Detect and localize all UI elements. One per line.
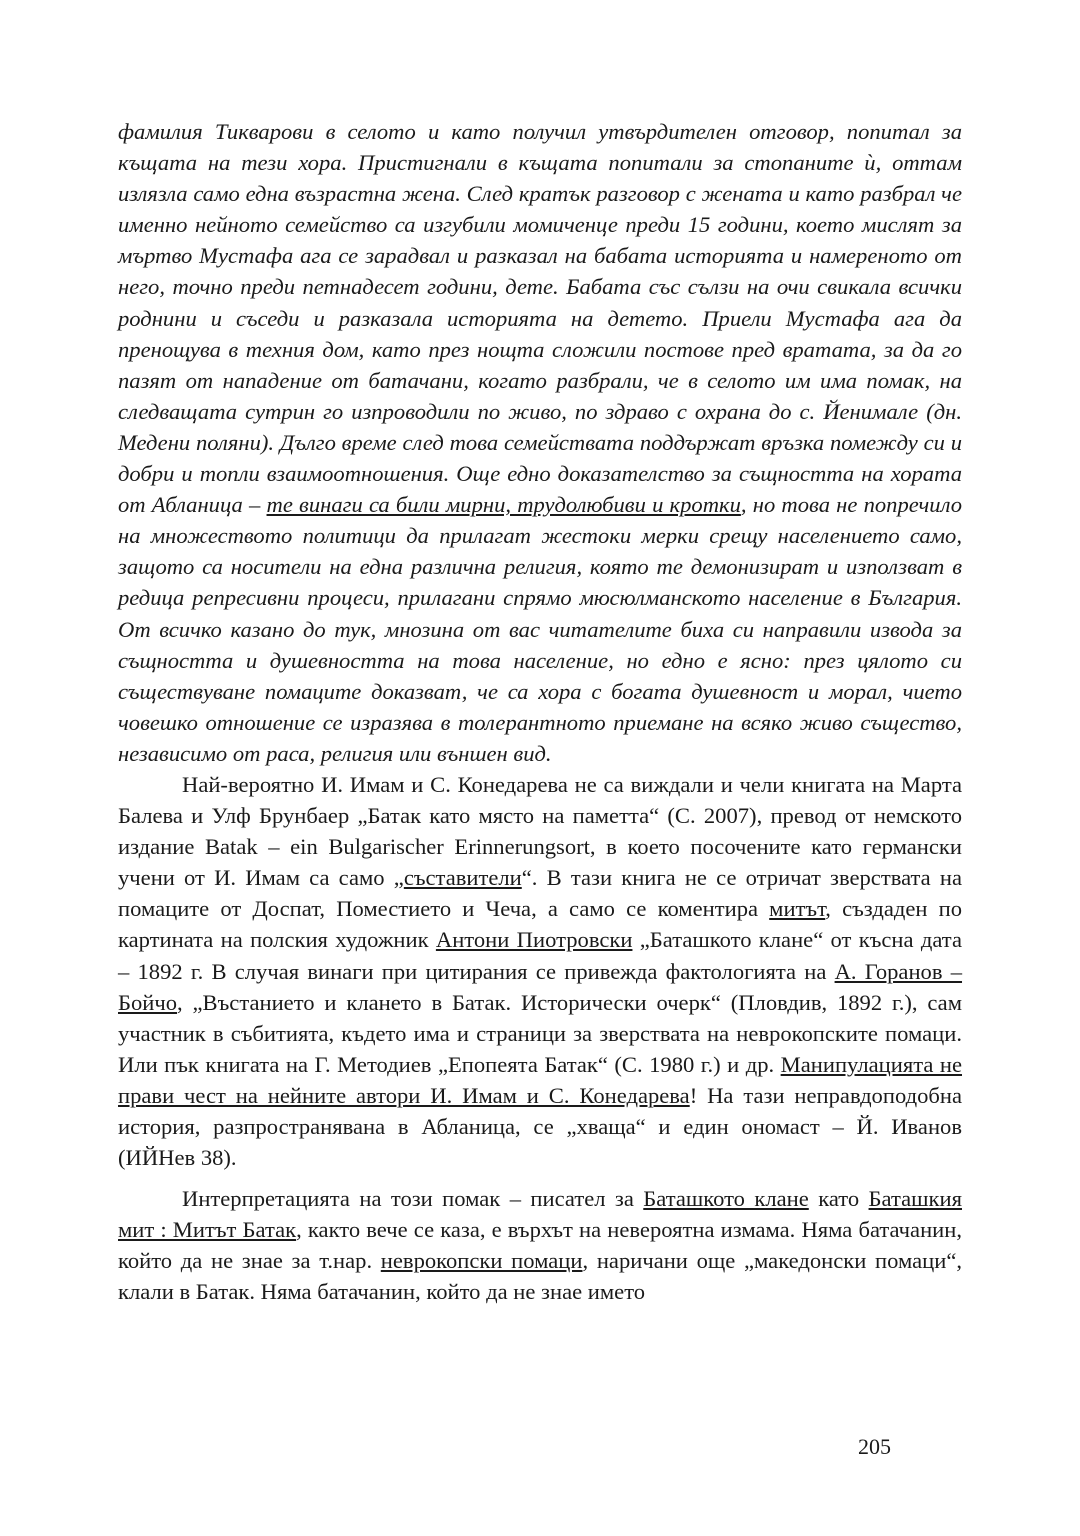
quote-text-part-1: фамилия Тикварови в селото и като получил утвърдителен отговор, попитал за къщата на тези хора. Пристигнали в къщата попитали за стопаните ѝ, оттам излязла само една възрастна жена. След кратък разговор с жената и като разбрал че именно нейното семейство са изгубили момиченце преди 15 години, което мислят за мъртво Мустафа ага се зарадвал и разказал на бабата историята и намереното от него, точно преди петнадесет години, дете. Бабата със сълзи на очи свикала всички роднини и съседи и разказала историята на детето. Приели Мустафа ага да пренощува в техния дом, като през нощта сложили постове пред вратата, за да го пазят от нападение от батачани, когато разбрали, че в селото им има помак, на следващата сутрин го изпроводили по живо, по здраво с охрана до с. Йенимале (дн. Медени поляни). Дълго време след това семействата поддържат връзка помежду си и добри и топли взаимоотношения. Още едно доказателство за същността на хората от Абланица – [118, 119, 962, 518]
p2-text-2: като [808, 1186, 869, 1212]
p1-text-1: Най-вероятно И. Имам и С. Конедарева не са виждали и чели книгата на Марта Балева и Улф Брунбаер „Батак като място на паметта“ (С. 2007), превод от немското издание Batak – ein Bulgarischer Erinnerungsort, в което посочените като германски учени от И. Имам са само „ [118, 771, 962, 891]
quote-text-part-2: , но това не попречило на множеството политици да прилагат жестоки мерки срещу населението само, защото са носители на една различна религия, която те демонизират и използват в редица репресивни процеси, прилагани спрямо мюсюлманското население в България. От всичко казано до тук, мнозина от вас читателите биха си направили извода за същността и душевността на това население, но едно е ясно: през цялото си съществуване помаците доказват, че са хора с богата душевност и морал, чието човешко отношение се изразява в толерантното приемане на всяко живо същество, независимо от раса, религия или външен вид. [118, 492, 963, 766]
p1-text-6: ! На тази неправдоподобна история, разпространявана в Абланица, се „хваща“ и един ономаст – Й. Иванов (ИЙНев 38). [118, 1082, 963, 1171]
body-paragraph-1 [118, 769, 962, 1173]
p1-text-5: , „Въстанието и клането в Батак. Исторически очерк“ (Пловдив, 1892 г.), сам участник в събитията, където има и страници за зверствата на неврокопските помаци. Или пък книгата на Г. Методиев „Епопеята Батак“ (С. 1980 г.) и др. [118, 989, 962, 1077]
p1-text-4: „Баташкото клане“ от късна дата – 1892 г. В случая винаги при цитирания се привежда фактологията на [118, 927, 962, 984]
p1-underline-goranov: А. Горанов – Бойчо [118, 958, 963, 1015]
p2-text-3: , както вече се каза, е върхът на невероятна измама. Няма батачанин, който да не знае за т.нар. [118, 1217, 962, 1274]
p2-underline-pomaci: неврокопски помаци [380, 1248, 583, 1274]
p1-text-3: , създаден по картината на полския художник [118, 896, 962, 953]
page-content [118, 116, 962, 1308]
p1-text-2: “. В тази книга не се отричат зверствата на помаците от Доспат, Поместието и Чеча, а само се коментира [118, 865, 962, 922]
p1-underline-sastaviteli: съставители [403, 865, 522, 891]
p2-text-4: , наричани още „македонски помаци“, клали в Батак. Няма батачанин, който да не знае името [118, 1248, 963, 1305]
quote-underlined-phrase: те винаги са били мирни, трудолюбиви и кротки [266, 492, 741, 518]
p1-underline-piotrovski: Антони Пиотровски [435, 927, 633, 953]
page-number: 205 [858, 1434, 891, 1459]
p2-underline-klane: Баташкото клане [643, 1186, 809, 1212]
italic-quote-paragraph [118, 116, 962, 769]
p1-underline-manipulation: Манипулацията не прави чест на нейните автори И. Имам и С. Конедарева [118, 1051, 962, 1108]
p2-underline-mit: Баташкия мит : Митът Батак [118, 1186, 962, 1243]
p1-underline-mitat: митът [769, 896, 826, 922]
p2-text-1: Интерпретацията на този помак – писател за [182, 1186, 644, 1212]
body-paragraph-2 [118, 1183, 962, 1307]
